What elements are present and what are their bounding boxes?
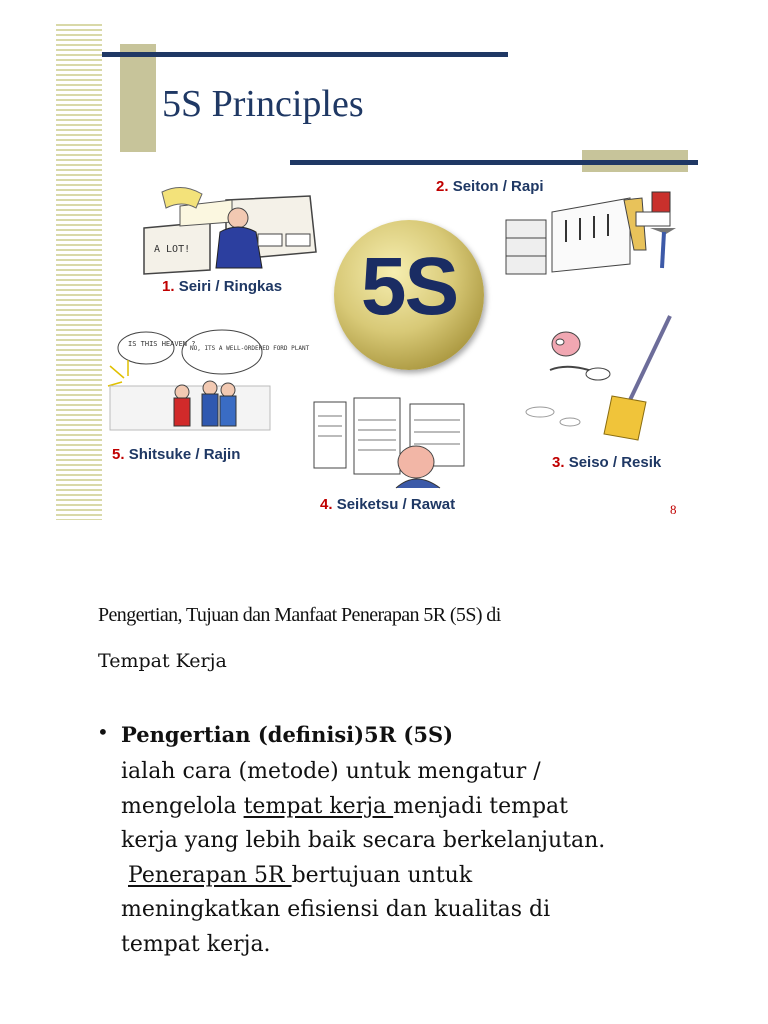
label-seiton: 2. Seiton / Rapi — [436, 178, 544, 195]
link-tempat-kerja: tempat kerja — [243, 793, 394, 819]
para-line-5: meningkatkan efisiensi dan kualitas di — [121, 897, 551, 922]
box-text: A LOT! — [154, 244, 191, 255]
para-line-1: ialah cara (metode) untuk mengatur / — [121, 759, 541, 784]
document-heading: Pengertian, Tujuan dan Manfaat Penerapan 5R (5S) di — [98, 604, 501, 626]
para-line-6: tempat kerja. — [121, 931, 271, 957]
title-rule-bottom — [290, 160, 698, 165]
label-seiri: 1. Seiri / Ringkas — [162, 278, 283, 295]
link-penerapan-5r: Penerapan 5R — [128, 862, 292, 888]
speech-bubble-1: IS THIS HEAVEN ? — [128, 340, 196, 348]
para-line-3: kerja yang lebih baik secara berkelanjutan. — [121, 828, 606, 853]
decorative-block — [120, 44, 156, 152]
speech-bubble-2: NO, ITS A WELL-ORDERED FORD PLANT — [190, 345, 310, 352]
definition-paragraph — [121, 755, 741, 962]
shitsuke-illustration — [106, 326, 310, 436]
bullet-icon: • — [97, 720, 109, 744]
seiton-illustration — [500, 182, 686, 276]
slide-page-number: 8 — [670, 502, 677, 517]
definition-heading: Pengertian (definisi)5R (5S) — [121, 722, 454, 747]
para-line-4: Penerapan 5R bertujuan untuk — [128, 862, 473, 888]
seiso-illustration — [520, 312, 690, 442]
slide-title: 5S Principles — [162, 83, 364, 125]
seiketsu-illustration — [306, 392, 482, 490]
seiri-illustration — [140, 182, 320, 278]
document-heading-line2: Tempat Kerja — [98, 650, 227, 672]
label-seiso: 3. Seiso / Resik — [552, 454, 662, 471]
label-shitsuke: 5. Shitsuke / Rajin — [112, 446, 241, 463]
para-line-2: mengelola tempat kerja menjadi tempat — [121, 793, 569, 819]
decorative-stripes — [56, 24, 102, 520]
title-rule-top — [102, 52, 508, 57]
5s-emblem-text: 5S — [360, 241, 458, 332]
label-seiketsu: 4. Seiketsu / Rawat — [320, 496, 456, 513]
